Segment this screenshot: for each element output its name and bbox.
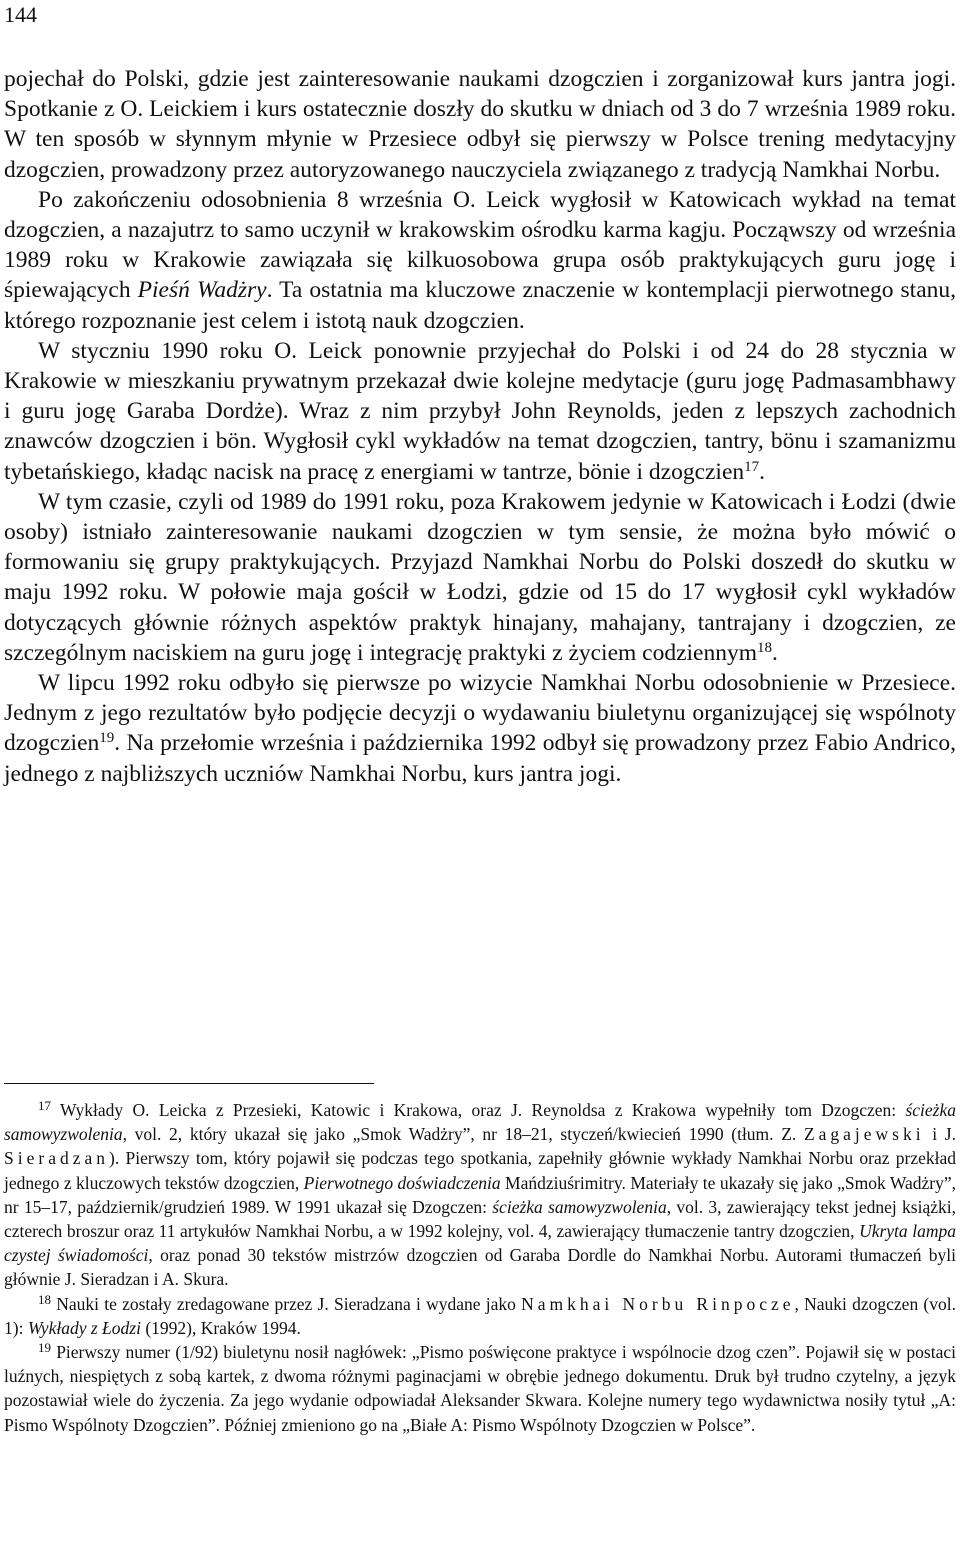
footnote-number: 17 (38, 1098, 51, 1113)
paragraph-text: Po zakończeniu odosobnienia 8 września O. Leick wygłosił w Katowicach wykład na temat dzogczien, a nazajutrz to samo uczynił w krakowskim ośrodku karma kagju. Począwszy od września 1989 roku w Krakowie zawiązała się kilkuosobowa grupa osób praktykujących guru jogę i śpiewających (4, 186, 956, 304)
footnote-spaced-name: Zagajewski (803, 1124, 925, 1145)
paragraph-5 (4, 668, 956, 789)
footnote-text: , oraz ponad 30 tekstów mistrzów dzogczien od Garaba Dordle do Namkhai Norbu. Autorami tłumaczeń byli głównie J. Sieradzan i A. Skura. (4, 1245, 956, 1290)
paragraph-text: . Na przełomie września i października 1992 odbył się prowadzony przez Fabio Andrico, jednego z najbliższych uczniów Namkhai Norbu, kurs jantra jogi. (4, 730, 956, 787)
footnotes (4, 1098, 956, 1437)
paragraph-text: W styczniu 1990 roku O. Leick ponownie przyjechał do Polski i od 24 do 28 stycznia w Krakowie w mieszkaniu prywatnym przekazał dwie kolejne medytacje (guru jogę Padmasambhawy i guru jogę Garaba Dordże). Wraz z nim przybył John Reynolds, jeden z lepszych zachodnich znawców dzogczien i bön. Wygłosił cykl wykładów na temat dzogczien, tantry, bönu i szamanizmu tybetańskiego, kładąc nacisk na pracę z energiami w tantrze, bönie i dzogczien (4, 337, 956, 485)
paragraph-1 (4, 64, 956, 185)
footnote-text: , vol. 2, który ukazał się jako „Smok Wadżry”, nr 18–21, styczeń/kwiecień 1990 (tłum. Z. (122, 1124, 804, 1145)
footnote-ref-18[interactable]: 18 (757, 639, 773, 656)
footnote-ref-17[interactable]: 17 (744, 458, 760, 475)
paragraph-3 (4, 336, 956, 487)
paragraph-text: . (759, 458, 766, 485)
footnote-italic: Ukryta lampa czystej świadomości (4, 1221, 956, 1266)
paragraph-text: . Ta ostatnia ma kluczowe znaczenie w kontemplacji pierwotnego stanu, którego rozpoznanie jest celem i istotą nauk dzogczien. (4, 277, 957, 334)
footnote-italic: Wykłady z Łodzi (27, 1317, 141, 1338)
footnote-spaced-name: Namkhai Norbu Rinpocze (521, 1293, 795, 1314)
paragraph-text: W tym czasie, czyli od 1989 do 1991 roku, poza Krakowem jedynie w Katowicach i Łodzi (dwie osoby) istniało zainteresowanie naukami dzogczien w tym sensie, że można było mówić o formowaniu się grupy praktykujących. Przyjazd Namkhai Norbu do Polski doszedł do skutku w maju 1992 roku. W połowie maja gościł w Łodzi, gdzie od 15 do 17 wygłosił cykl wykładów dotyczących głównie różnych aspektów praktyk hinajany, mahajany, tantrajany i dzogczien, ze szczególnym naciskiem na guru jogę i integrację praktyki z życiem codziennym (4, 488, 956, 666)
body-text (4, 64, 956, 789)
footnote-italic: ścieżka samowyzwolenia (4, 1100, 957, 1145)
paragraph-text: . (772, 639, 778, 666)
paragraph-2 (4, 185, 956, 336)
footnote-ref-19[interactable]: 19 (99, 730, 115, 747)
paragraph-text: W lipcu 1992 roku odbyło się pierwsze po wizycie Namkhai Norbu odosobnienie w Przesiece. Jednym z jego rezultatów było podjęcie decyzji o wydawaniu biuletynu organizującej się wspólnoty dzogczien (4, 670, 956, 757)
footnote-text: Pierwszy numer (1/92) biuletynu nosił nagłówek: „Pismo poświęcone praktyce i wspólnocie dzog czen”. Pojawił się w postaci luźnych, niespiętych z sobą kartek, z dwoma różnymi paginacjami w obrębie jednego dokumentu. Druk był trudno czytelny, a język pozostawiał wiele do życzenia. Za jego wydanie odpowiadał Aleksander Skwara. Kolejne numery tego wydawnictwa nosiły tytuł „A: Pismo Wspólnoty Dzogczien”. Później zmieniono go na „Białe A: Pismo Wspólnoty Dzogczien w Polsce”. (4, 1342, 956, 1435)
page-number: 144 (4, 2, 37, 27)
footnote-text: , vol. 3, zawierający tekst jednej książki, czterech broszur oraz 11 artykułów Namkhai Norbu, a w 1992 kolejny, vol. 4, zawierający tłumaczenie tantry dzogczien, (4, 1196, 957, 1242)
footnote-spaced-name: Sieradzan (4, 1148, 109, 1169)
footnote-text: , Nauki dzogczen (vol. 1): (4, 1293, 956, 1338)
footnote-text: Mańdziuśrimitry. Materiały te ukazały się jako „Smok Wadżry”, nr 15–17, październik/grudzień 1989. W 1991 ukazał się Dzogczen: (4, 1172, 956, 1217)
footnote-text: Wykłady O. Leicka z Przesieki, Katowic i Krakowa, oraz J. Reynoldsa z Krakowa wypełniły tom Dzogczen: (60, 1100, 906, 1120)
footnote-17 (4, 1098, 956, 1292)
footnote-italic: Pierwotnego doświadczenia (303, 1172, 501, 1193)
footnote-number: 19 (38, 1340, 51, 1356)
paragraph-text: pojechał do Polski, gdzie jest zainteresowanie naukami dzogczien i zorganizował kurs jantra jogi. Spotkanie z O. Leickiem i kurs ostatecznie doszły do skutku w dniach od 3 do 7 września 1989 roku. W ten sposób w słynnym młynie w Przesiece odbył się pierwszy w Polsce trening medytacyjny dzogczien, prowadzony przez autoryzowanego nauczyciela związanego z tradycją Namkhai Norbu. (4, 66, 956, 183)
footnote-text: Nauki te zostały zredagowane przez J. Sieradzana i wydane jako (56, 1293, 522, 1314)
paragraph-4 (4, 487, 956, 668)
footnote-19 (4, 1340, 956, 1437)
footnote-italic: ścieżka samowyzwolenia (492, 1196, 667, 1217)
footnote-text: i J. (924, 1124, 956, 1145)
footnote-separator (4, 1083, 374, 1084)
footnote-18 (4, 1292, 956, 1340)
footnote-text: ). Pierwszy tom, który pojawił się podczas tego spotkania, zapełniły głównie wykłady Namkhai Norbu oraz przekład jednego z kluczowych tekstów dzogczien, (4, 1148, 956, 1193)
footnote-number: 18 (38, 1291, 51, 1307)
footnote-text: (1992), Kraków 1994. (140, 1317, 301, 1338)
italic-title: Pieśń Wadżry (137, 277, 267, 304)
